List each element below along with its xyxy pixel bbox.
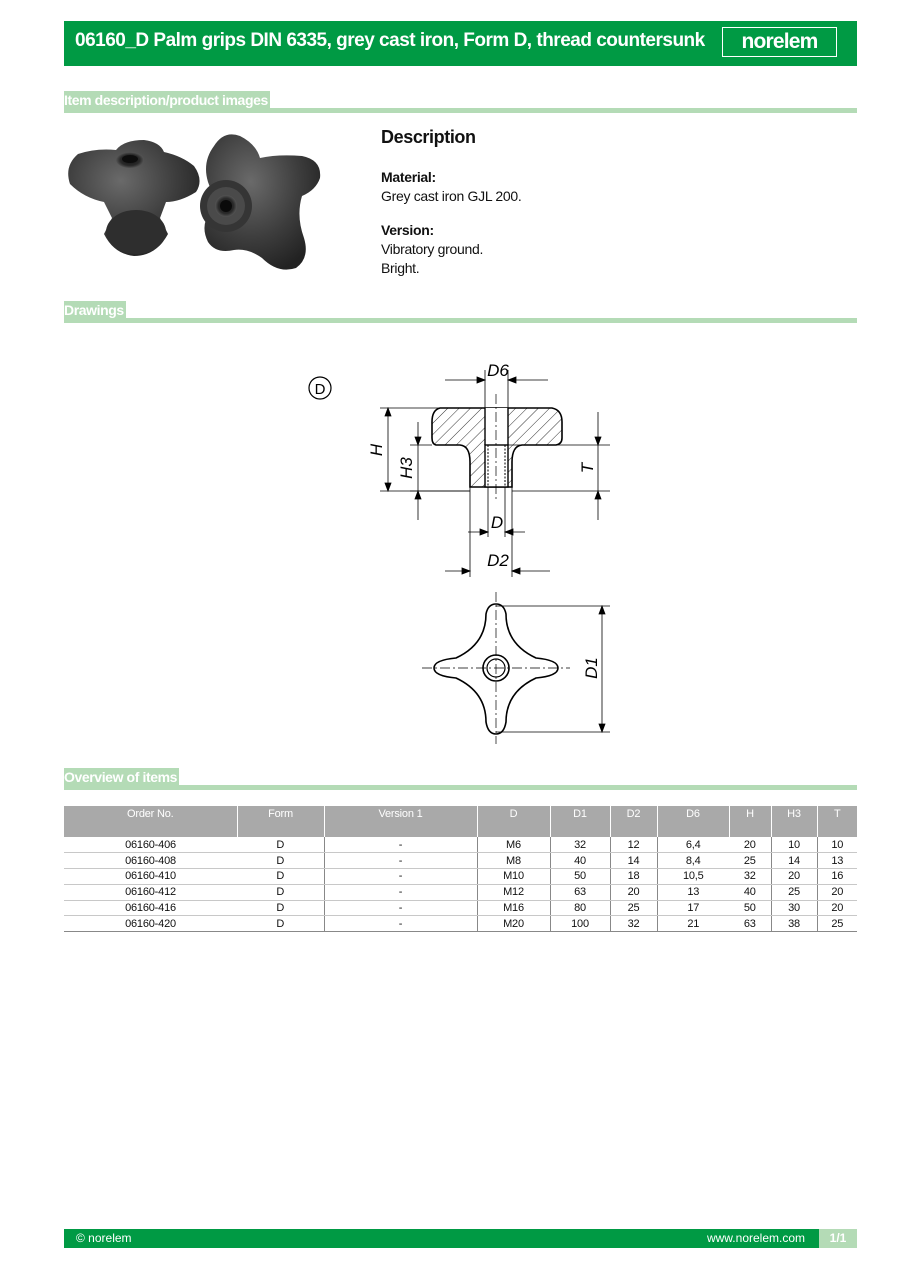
- cell-d: M6: [477, 837, 550, 853]
- product-image: [64, 126, 334, 276]
- cell-d1: 80: [550, 900, 610, 916]
- cell-version: -: [324, 869, 477, 885]
- cell-t: 16: [817, 869, 857, 885]
- cell-d1: 40: [550, 853, 610, 869]
- table-row: [64, 869, 857, 885]
- cell-d2: 25: [610, 900, 657, 916]
- form-marker: [309, 377, 331, 399]
- cell-d2: 20: [610, 884, 657, 900]
- cell-order-no: 06160-406: [64, 837, 237, 853]
- section-view: [432, 394, 562, 502]
- dim-d1: D1: [582, 657, 601, 679]
- dim-t: T: [578, 462, 597, 474]
- cell-d: M16: [477, 900, 550, 916]
- dim-d2: D2: [487, 551, 509, 570]
- cell-h: 32: [729, 869, 771, 885]
- column-header: H: [729, 806, 771, 837]
- cell-t: 20: [817, 900, 857, 916]
- table-row: [64, 853, 857, 869]
- section-item-description: [64, 91, 857, 113]
- cell-order-no: 06160-416: [64, 900, 237, 916]
- cell-d: M8: [477, 853, 550, 869]
- cell-h: 50: [729, 900, 771, 916]
- section-label: Item description/product images: [64, 92, 268, 108]
- column-header: Form: [237, 806, 324, 837]
- column-header: D2: [610, 806, 657, 837]
- cell-d2: 18: [610, 869, 657, 885]
- cell-d6: 6,4: [657, 837, 729, 853]
- page-number: 1/1: [819, 1229, 857, 1248]
- dim-h: H: [367, 443, 386, 457]
- column-header: H3: [771, 806, 817, 837]
- material-block: [381, 168, 801, 206]
- footer-copyright: © norelem: [76, 1231, 132, 1245]
- cell-h: 40: [729, 884, 771, 900]
- cell-h: 25: [729, 853, 771, 869]
- cell-h3: 38: [771, 916, 817, 932]
- cell-form: D: [237, 884, 324, 900]
- cell-form: D: [237, 916, 324, 932]
- column-header: Order No.: [64, 806, 237, 837]
- norelem-logo: [722, 27, 837, 57]
- dim-d1-line: [496, 606, 610, 732]
- cell-version: -: [324, 900, 477, 916]
- cell-d2: 32: [610, 916, 657, 932]
- page-footer: [64, 1229, 857, 1248]
- grip-hub-view: [200, 134, 320, 269]
- page-title: 06160_D Palm grips DIN 6335, grey cast iron, Form D, thread countersunk: [75, 30, 705, 51]
- section-label: Drawings: [64, 302, 124, 318]
- cell-t: 13: [817, 853, 857, 869]
- section-overview: [64, 768, 857, 790]
- version-line: Bright.: [381, 260, 420, 276]
- cell-version: -: [324, 916, 477, 932]
- section-label: Overview of items: [64, 769, 178, 785]
- top-view: [422, 592, 570, 744]
- form-marker-letter: D: [314, 381, 326, 398]
- section-drawings: [64, 301, 857, 323]
- cell-d1: 50: [550, 869, 610, 885]
- table-row: [64, 884, 857, 900]
- cell-d1: 32: [550, 837, 610, 853]
- cell-t: 20: [817, 884, 857, 900]
- cell-form: D: [237, 853, 324, 869]
- material-label: Material:: [381, 169, 436, 185]
- technical-drawing: [300, 352, 630, 744]
- cell-d2: 12: [610, 837, 657, 853]
- cell-version: -: [324, 884, 477, 900]
- cell-h3: 30: [771, 900, 817, 916]
- cell-d1: 63: [550, 884, 610, 900]
- cell-form: D: [237, 869, 324, 885]
- cell-d6: 10,5: [657, 869, 729, 885]
- section-divider: [64, 785, 857, 790]
- cell-h3: 25: [771, 884, 817, 900]
- table-row: [64, 900, 857, 916]
- column-header: D1: [550, 806, 610, 837]
- cell-order-no: 06160-420: [64, 916, 237, 932]
- column-header: Version 1: [324, 806, 477, 837]
- cell-d: M20: [477, 916, 550, 932]
- column-header: D: [477, 806, 550, 837]
- dim-d: D: [490, 513, 504, 532]
- column-header: D6: [657, 806, 729, 837]
- cell-h: 20: [729, 837, 771, 853]
- grip-top-view: [68, 140, 199, 256]
- dim-h3: H3: [397, 457, 416, 479]
- version-line: Vibratory ground.: [381, 241, 484, 257]
- dim-d6: D6: [487, 361, 509, 380]
- table-row: [64, 837, 857, 853]
- column-header: T: [817, 806, 857, 837]
- cell-form: D: [237, 837, 324, 853]
- cell-d1: 100: [550, 916, 610, 932]
- section-divider: [64, 318, 857, 323]
- cell-d6: 21: [657, 916, 729, 932]
- cell-d6: 17: [657, 900, 729, 916]
- page-header: [64, 21, 857, 66]
- cell-order-no: 06160-412: [64, 884, 237, 900]
- logo-text: norelem: [741, 30, 818, 53]
- description-heading: Description: [381, 127, 476, 147]
- footer-url-link[interactable]: www.norelem.com: [706, 1231, 805, 1245]
- cell-d2: 14: [610, 853, 657, 869]
- cell-d: M12: [477, 884, 550, 900]
- material-value: Grey cast iron GJL 200.: [381, 188, 522, 204]
- cell-order-no: 06160-408: [64, 853, 237, 869]
- cell-h: 63: [729, 916, 771, 932]
- cell-h3: 20: [771, 869, 817, 885]
- table-row: [64, 916, 857, 932]
- cell-form: D: [237, 900, 324, 916]
- cell-d: M10: [477, 869, 550, 885]
- cell-d6: 13: [657, 884, 729, 900]
- items-table: [64, 806, 857, 932]
- cell-version: -: [324, 853, 477, 869]
- cell-h3: 14: [771, 853, 817, 869]
- cell-d6: 8,4: [657, 853, 729, 869]
- description-panel: [381, 128, 801, 293]
- cell-order-no: 06160-410: [64, 869, 237, 885]
- cell-t: 25: [817, 916, 857, 932]
- cell-version: -: [324, 837, 477, 853]
- table-header-row: [64, 806, 857, 837]
- version-label: Version:: [381, 222, 434, 238]
- version-block: [381, 221, 801, 278]
- cell-h3: 10: [771, 837, 817, 853]
- cell-t: 10: [817, 837, 857, 853]
